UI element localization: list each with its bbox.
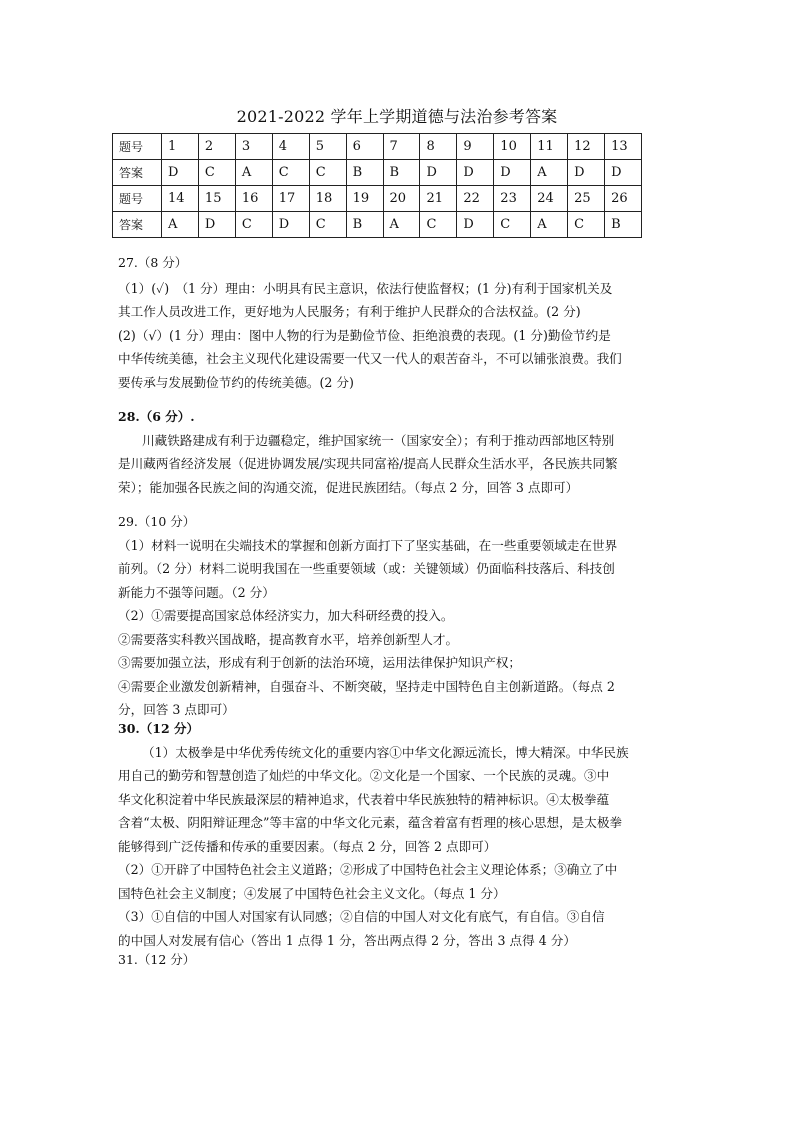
table-cell: 9 [457, 134, 494, 160]
table-cell: 1 [162, 134, 199, 160]
question-heading: 30.（12 分） [118, 721, 199, 736]
answer-line: 含着“太极、阴阳辩证理念”等丰富的中华文化元素，蕴含着富有哲理的核心思想，是太极拳 [118, 815, 623, 830]
answer-line: 的中国人对发展有信心（答出 1 点得 1 分，答出两点得 2 分，答出 3 点得 4 分） [118, 932, 576, 948]
table-cell: 12 [568, 134, 605, 160]
answer-line: 国特色社会主义制度；④发展了中国特色社会主义文化。（每点 1 分） [118, 885, 506, 901]
question-heading: 27.（8 分） [118, 255, 188, 270]
table-cell: A [162, 212, 199, 238]
table-cell: C [494, 212, 531, 238]
table-cell: 25 [568, 186, 605, 212]
table-cell: 18 [309, 186, 346, 212]
table-cell: C [309, 160, 346, 186]
table-cell: C [420, 212, 457, 238]
answer-line: （1）材料一说明在尖端技术的掌握和创新方面打下了坚实基础，在一些重要领域走在世界 [118, 537, 618, 553]
answer-line: ③需要加强立法，形成有利于创新的法治环境，运用法律保护知识产权； [118, 655, 521, 670]
table-cell: 11 [531, 134, 568, 160]
question-27 [118, 251, 658, 394]
table-cell: 2 [198, 134, 235, 160]
question-30 [118, 717, 658, 952]
table-cell: B [605, 212, 642, 238]
table-cell: A [235, 160, 272, 186]
answer-line: 荣）；能加强各民族之间的沟通交流，促进民族团结。（每点 2 分，回答 3 点即可） [118, 479, 579, 495]
table-cell: D [568, 160, 605, 186]
answer-line: ②需要落实科教兴国战略，提高教育水平，培养创新型人才。 [118, 631, 459, 647]
question-28 [118, 405, 658, 499]
row-header: 题号 [113, 186, 162, 212]
page-title: 2021-2022 学年上学期道德与法治参考答案 [236, 107, 558, 126]
answer-line: （3）①自信的中国人对国家有认同感；②自信的中国人对文化有底气，有自信。③自信 [118, 909, 605, 924]
answer-line: （1）太极拳是中华优秀传统文化的重要内容①中华文化源远流长，博大精深。中华民族 [142, 744, 629, 760]
answer-line: （2）①需要提高国家总体经济实力，加大科研经费的投入。 [118, 608, 454, 623]
table-cell: C [235, 212, 272, 238]
table-cell: 17 [272, 186, 309, 212]
answer-line: 新能力不强等问题。（2 分） [118, 584, 275, 600]
table-cell: D [198, 212, 235, 238]
answer-line: (2)（√）(1 分）理由：图中人物的行为是勤俭节俭、拒绝浪费的表现。(1 分)勤俭节约是 [118, 327, 611, 343]
row-header: 题号 [113, 134, 162, 160]
question-heading: 28.（6 分）. [118, 409, 195, 424]
table-cell: 8 [420, 134, 457, 160]
answer-line: 用自己的勤劳和智慧创造了灿烂的中华文化。②文化是一个国家、一个民族的灵魂。③中 [118, 768, 610, 783]
answer-line: （2）①开辟了中国特色社会主义道路；②形成了中国特色社会主义理论体系；③确立了中 [118, 862, 618, 877]
answer-line: 能够得到广泛传播和传承的重要因素。（每点 2 分，回答 2 点即可） [118, 838, 497, 854]
question-29 [118, 510, 658, 722]
table-cell: 21 [420, 186, 457, 212]
table-cell: 14 [162, 186, 199, 212]
answer-line: 前列。（2 分）材料二说明我国在一些重要领域（或：关键领域）仍面临科技落后、科技创 [118, 561, 615, 576]
table-cell: D [457, 160, 494, 186]
table-cell: 15 [198, 186, 235, 212]
table-cell: 13 [605, 134, 642, 160]
table-cell: 5 [309, 134, 346, 160]
table-cell: 6 [346, 134, 383, 160]
answer-table [112, 133, 642, 238]
row-header: 答案 [113, 160, 162, 186]
table-cell: D [605, 160, 642, 186]
answer-line: 川藏铁路建成有利于边疆稳定，维护国家统一（国家安全）；有利于推动西部地区特别 [142, 432, 615, 448]
table-cell: C [309, 212, 346, 238]
table-cell: 23 [494, 186, 531, 212]
table-cell: A [383, 212, 420, 238]
answer-line: 其工作人员改进工作，更好地为人民服务；有利于维护人民群众的合法权益。(2 分) [118, 304, 581, 319]
table-cell: 19 [346, 186, 383, 212]
answer-line: 分，回答 3 点即可） [118, 702, 235, 717]
answer-line: （1）(✓) （1 分）理由：小明具有民主意识，依法行使监督权；(1 分)有利于国家机关及 [118, 280, 613, 296]
answer-line: 中华传统美德，社会主义现代化建设需要一代又一代人的艰苦奋斗，不可以铺张浪费。我们 [118, 351, 622, 366]
table-cell: C [568, 212, 605, 238]
table-cell: A [531, 212, 568, 238]
question-heading: 29.（10 分） [118, 514, 196, 529]
question-heading: 31.（12 分） [118, 952, 196, 967]
table-row [113, 160, 642, 186]
table-cell: 24 [531, 186, 568, 212]
table-cell: B [346, 160, 383, 186]
table-cell: B [346, 212, 383, 238]
table-cell: D [420, 160, 457, 186]
table-cell: B [383, 160, 420, 186]
answer-line: 华文化积淀着中华民族最深层的精神追求，代表着中华民族独特的精神标识。④太极拳蕴 [118, 791, 610, 807]
table-cell: C [272, 160, 309, 186]
table-cell: 20 [383, 186, 420, 212]
answer-line: 要传承与发展勤俭节约的传统美德。(2 分) [118, 374, 354, 390]
answer-line: ④需要企业激发创新精神，自强奋斗、不断突破，坚持走中国特色自主创新道路。（每点 2 [118, 678, 615, 694]
table-row [113, 212, 642, 238]
table-cell: A [531, 160, 568, 186]
row-header: 答案 [113, 212, 162, 238]
table-cell: D [272, 212, 309, 238]
table-cell: D [457, 212, 494, 238]
table-row [113, 134, 642, 160]
answer-line: 是川藏两省经济发展（促进协调发展/实现共同富裕/提高人民群众生活水平，各民族共同繁 [118, 456, 618, 471]
table-row [113, 186, 642, 212]
table-cell: D [162, 160, 199, 186]
table-cell: 26 [605, 186, 642, 212]
table-cell: 10 [494, 134, 531, 160]
table-cell: C [198, 160, 235, 186]
table-cell: 4 [272, 134, 309, 160]
table-cell: 3 [235, 134, 272, 160]
question-31 [118, 948, 658, 972]
table-cell: 16 [235, 186, 272, 212]
table-cell: 7 [383, 134, 420, 160]
table-cell: D [494, 160, 531, 186]
table-cell: 22 [457, 186, 494, 212]
